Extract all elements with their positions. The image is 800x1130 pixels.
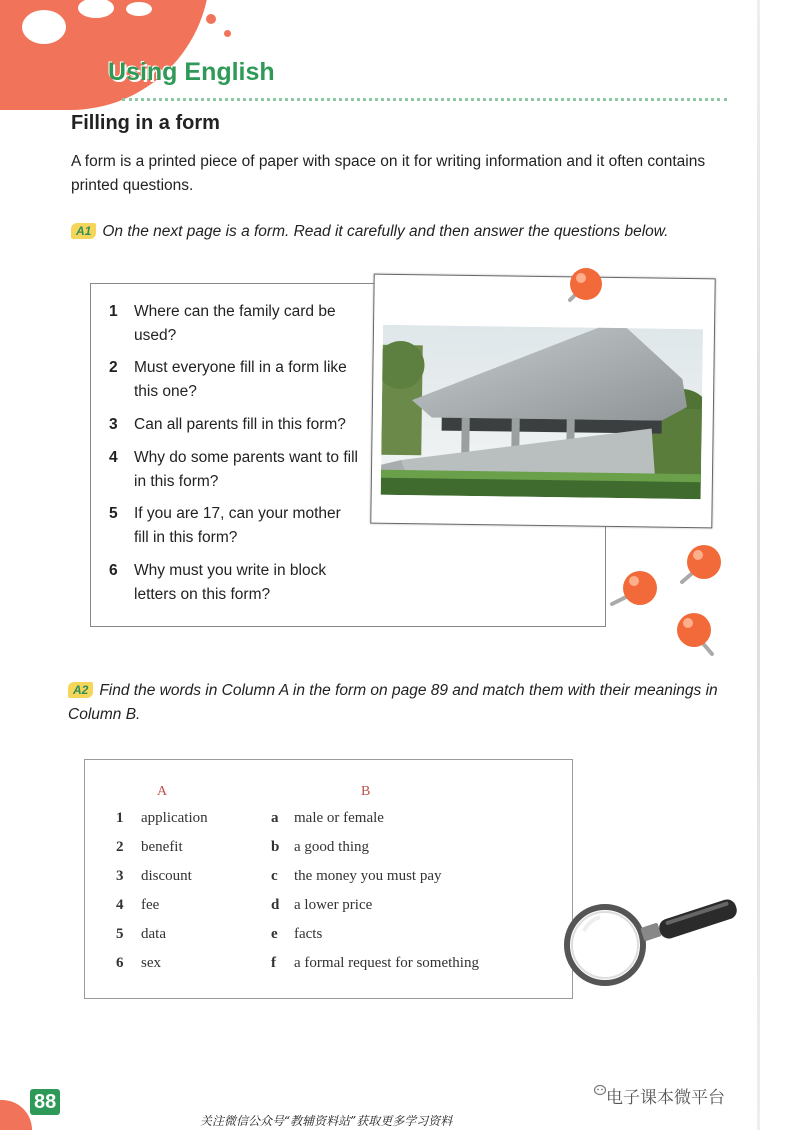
header-dot: [196, 0, 204, 8]
question-text: Why must you write in block letters on this form?: [134, 562, 327, 603]
question-item: [109, 300, 359, 348]
question-text: If you are 17, can your mother fill in this form?: [134, 505, 341, 546]
column-a-number: 5: [116, 926, 124, 942]
column-b-meaning: facts: [294, 926, 323, 942]
column-b-meaning: a formal request for something: [294, 955, 479, 971]
column-b-meaning: the money you must pay: [294, 868, 442, 884]
column-b-meaning: a lower price: [294, 897, 373, 913]
dotted-divider: [122, 98, 727, 101]
question-number: 4: [109, 449, 118, 466]
question-number: 5: [109, 505, 118, 522]
column-b-letter: d: [271, 897, 280, 913]
column-a-number: 1: [116, 810, 124, 826]
question-item: [109, 559, 359, 607]
page-spine-shadow: [757, 0, 760, 1130]
question-number: 2: [109, 359, 118, 376]
pushpin-icon: [672, 608, 722, 664]
header-dot: [206, 14, 216, 24]
question-text: Can all parents fill in this form?: [134, 416, 346, 433]
page-number: 88: [30, 1089, 60, 1115]
intro-paragraph: A form is a printed piece of paper with space on it for writing information and it often contains printed questions.: [71, 153, 706, 194]
column-a-number: 2: [116, 839, 124, 855]
column-b-letter: b: [271, 839, 280, 855]
column-b-letter: c: [271, 868, 278, 884]
column-a-word: sex: [141, 955, 161, 971]
column-b-letter: a: [271, 810, 279, 826]
header-dot: [224, 30, 231, 37]
question-text: Where can the family card be used?: [134, 303, 336, 344]
building-photo: [370, 274, 715, 529]
column-b-header: B: [361, 784, 371, 799]
watermark-right: 电子课本微平台: [606, 1088, 725, 1108]
question-number: 1: [109, 303, 118, 320]
column-a-word: application: [141, 810, 208, 826]
column-a-header: A: [157, 784, 168, 799]
column-b-letter: f: [271, 955, 276, 971]
question-item: [109, 413, 359, 437]
section-title: Using English: [108, 58, 275, 86]
pushpin-icon: [558, 262, 608, 312]
magnifying-glass-icon: [560, 895, 745, 995]
footer-corner-decoration: [0, 1100, 32, 1130]
page-heading: Filling in a form: [71, 112, 220, 134]
question-item: [109, 502, 359, 550]
column-b-meaning: male or female: [294, 810, 384, 826]
question-text: Must everyone fill in a form like this one?: [134, 359, 347, 400]
header-decoration: [0, 0, 210, 110]
pushpin-icon: [676, 540, 726, 590]
question-number: 6: [109, 562, 118, 579]
column-a-number: 6: [116, 955, 124, 971]
column-b-meaning: a good thing: [294, 839, 369, 855]
column-a-word: benefit: [141, 839, 183, 855]
task-a1: [71, 220, 731, 244]
watermark-bottom: 关注微信公众号“教辅资料站”获取更多学习资料: [200, 1114, 453, 1128]
pushpin-icon: [608, 566, 662, 616]
task-badge-a1: A1: [71, 223, 96, 239]
task-a1-text: On the next page is a form. Read it carefully and then answer the questions below.: [102, 223, 669, 240]
task-a2-text: Find the words in Column A in the form on page 89 and match them with their meanings in Column B.: [68, 682, 718, 723]
question-item: [109, 356, 359, 404]
task-badge-a2: A2: [68, 682, 93, 698]
column-a-number: 4: [116, 897, 124, 913]
matching-table: [84, 759, 573, 999]
question-item: [109, 446, 359, 494]
column-a-number: 3: [116, 868, 124, 884]
column-a-word: data: [141, 926, 166, 942]
building-photo-illustration: [381, 325, 703, 499]
column-a-word: discount: [141, 868, 192, 884]
column-b-letter: e: [271, 926, 278, 942]
column-a-word: fee: [141, 897, 160, 913]
question-number: 3: [109, 416, 118, 433]
task-a2: [68, 679, 728, 727]
question-text: Why do some parents want to fill in this form?: [134, 449, 358, 490]
